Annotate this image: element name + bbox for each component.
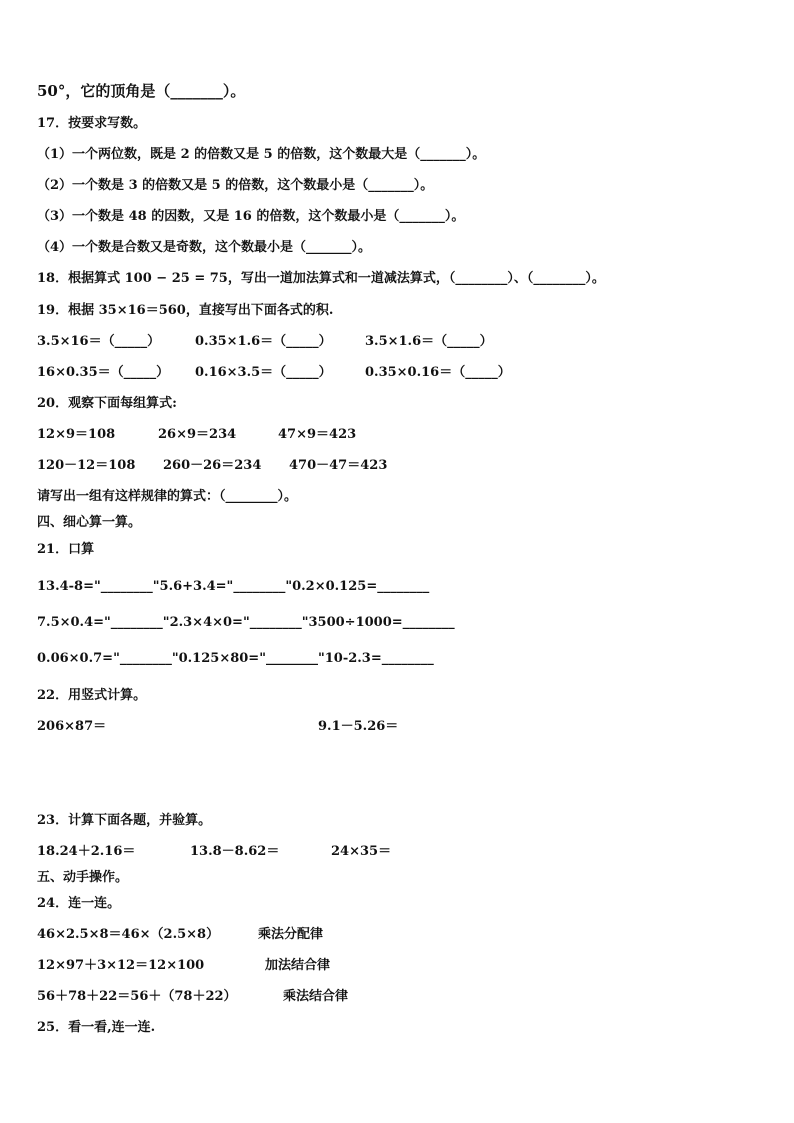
expression: 56＋78＋22＝56＋（78＋22） (37, 989, 237, 1004)
expression: 3.5×16＝（_____） (37, 334, 161, 349)
text-line: （4）一个数是合数又是奇数，这个数最小是（_______）。 (37, 240, 372, 255)
expression: 120－12＝108 (37, 458, 136, 473)
law-label: 加法结合律 (265, 958, 331, 973)
expression: 260－26＝234 (163, 458, 262, 473)
question-heading: 17．按要求写数。 (37, 116, 147, 131)
expression: 0.35×1.6＝（_____） (195, 334, 332, 349)
text-line: （2）一个数是 3 的倍数又是 5 的倍数，这个数最小是（_______）。 (37, 178, 434, 193)
expression: 46×2.5×8＝46×（2.5×8） (37, 927, 220, 942)
expression: 26×9＝234 (158, 427, 237, 442)
expression: 206×87＝ (37, 719, 107, 734)
text-line: （1）一个两位数，既是 2 的倍数又是 5 的倍数，这个数最大是（_______）。 (37, 147, 486, 162)
law-label: 乘法结合律 (283, 989, 349, 1004)
question-heading: 25．看一看,连一连. (37, 1020, 156, 1035)
section-heading: 五、动手操作。 (37, 870, 129, 885)
text-line: 50°，它的顶角是（_______）。 (37, 82, 246, 100)
expression-row: 0.06×0.7="________"0.125×80="________"10-2.3=________ (37, 651, 434, 666)
question-heading: 18．根据算式 100 − 25 = 75，写出一道加法算式和一道减法算式，（________）、（________）。 (37, 271, 605, 286)
expression: 9.1－5.26＝ (318, 719, 399, 734)
expression: 470－47＝423 (289, 458, 388, 473)
expression: 0.35×0.16＝（_____） (365, 365, 511, 380)
question-heading: 21．口算 (37, 542, 95, 557)
question-heading: 24．连一连。 (37, 896, 121, 911)
question-heading: 19．根据 35×16＝560，直接写出下面各式的积. (37, 303, 334, 318)
section-heading: 四、细心算一算。 (37, 515, 142, 530)
expression-row: 7.5×0.4="________"2.3×4×0="________"3500÷1000=________ (37, 615, 455, 630)
expression: 0.16×3.5＝（_____） (195, 365, 332, 380)
expression: 13.8－8.62＝ (190, 844, 280, 859)
expression: 24×35＝ (331, 844, 392, 859)
text-line: （3）一个数是 48 的因数，又是 16 的倍数，这个数最小是（_______）。 (37, 209, 465, 224)
expression: 16×0.35＝（_____） (37, 365, 170, 380)
law-label: 乘法分配律 (258, 927, 324, 942)
expression: 12×97＋3×12＝12×100 (37, 958, 205, 973)
question-heading: 20．观察下面每组算式: (37, 396, 177, 411)
expression-row: 13.4-8="________"5.6+3.4="________"0.2×0.125=________ (37, 579, 430, 594)
expression: 3.5×1.6＝（_____） (365, 334, 493, 349)
expression: 12×9＝108 (37, 427, 116, 442)
question-heading: 22．用竖式计算。 (37, 688, 147, 703)
text-line: 请写出一组有这样规律的算式：（________）。 (37, 489, 298, 504)
question-heading: 23．计算下面各题，并验算。 (37, 813, 212, 828)
expression: 18.24＋2.16＝ (37, 844, 136, 859)
expression: 47×9＝423 (278, 427, 357, 442)
